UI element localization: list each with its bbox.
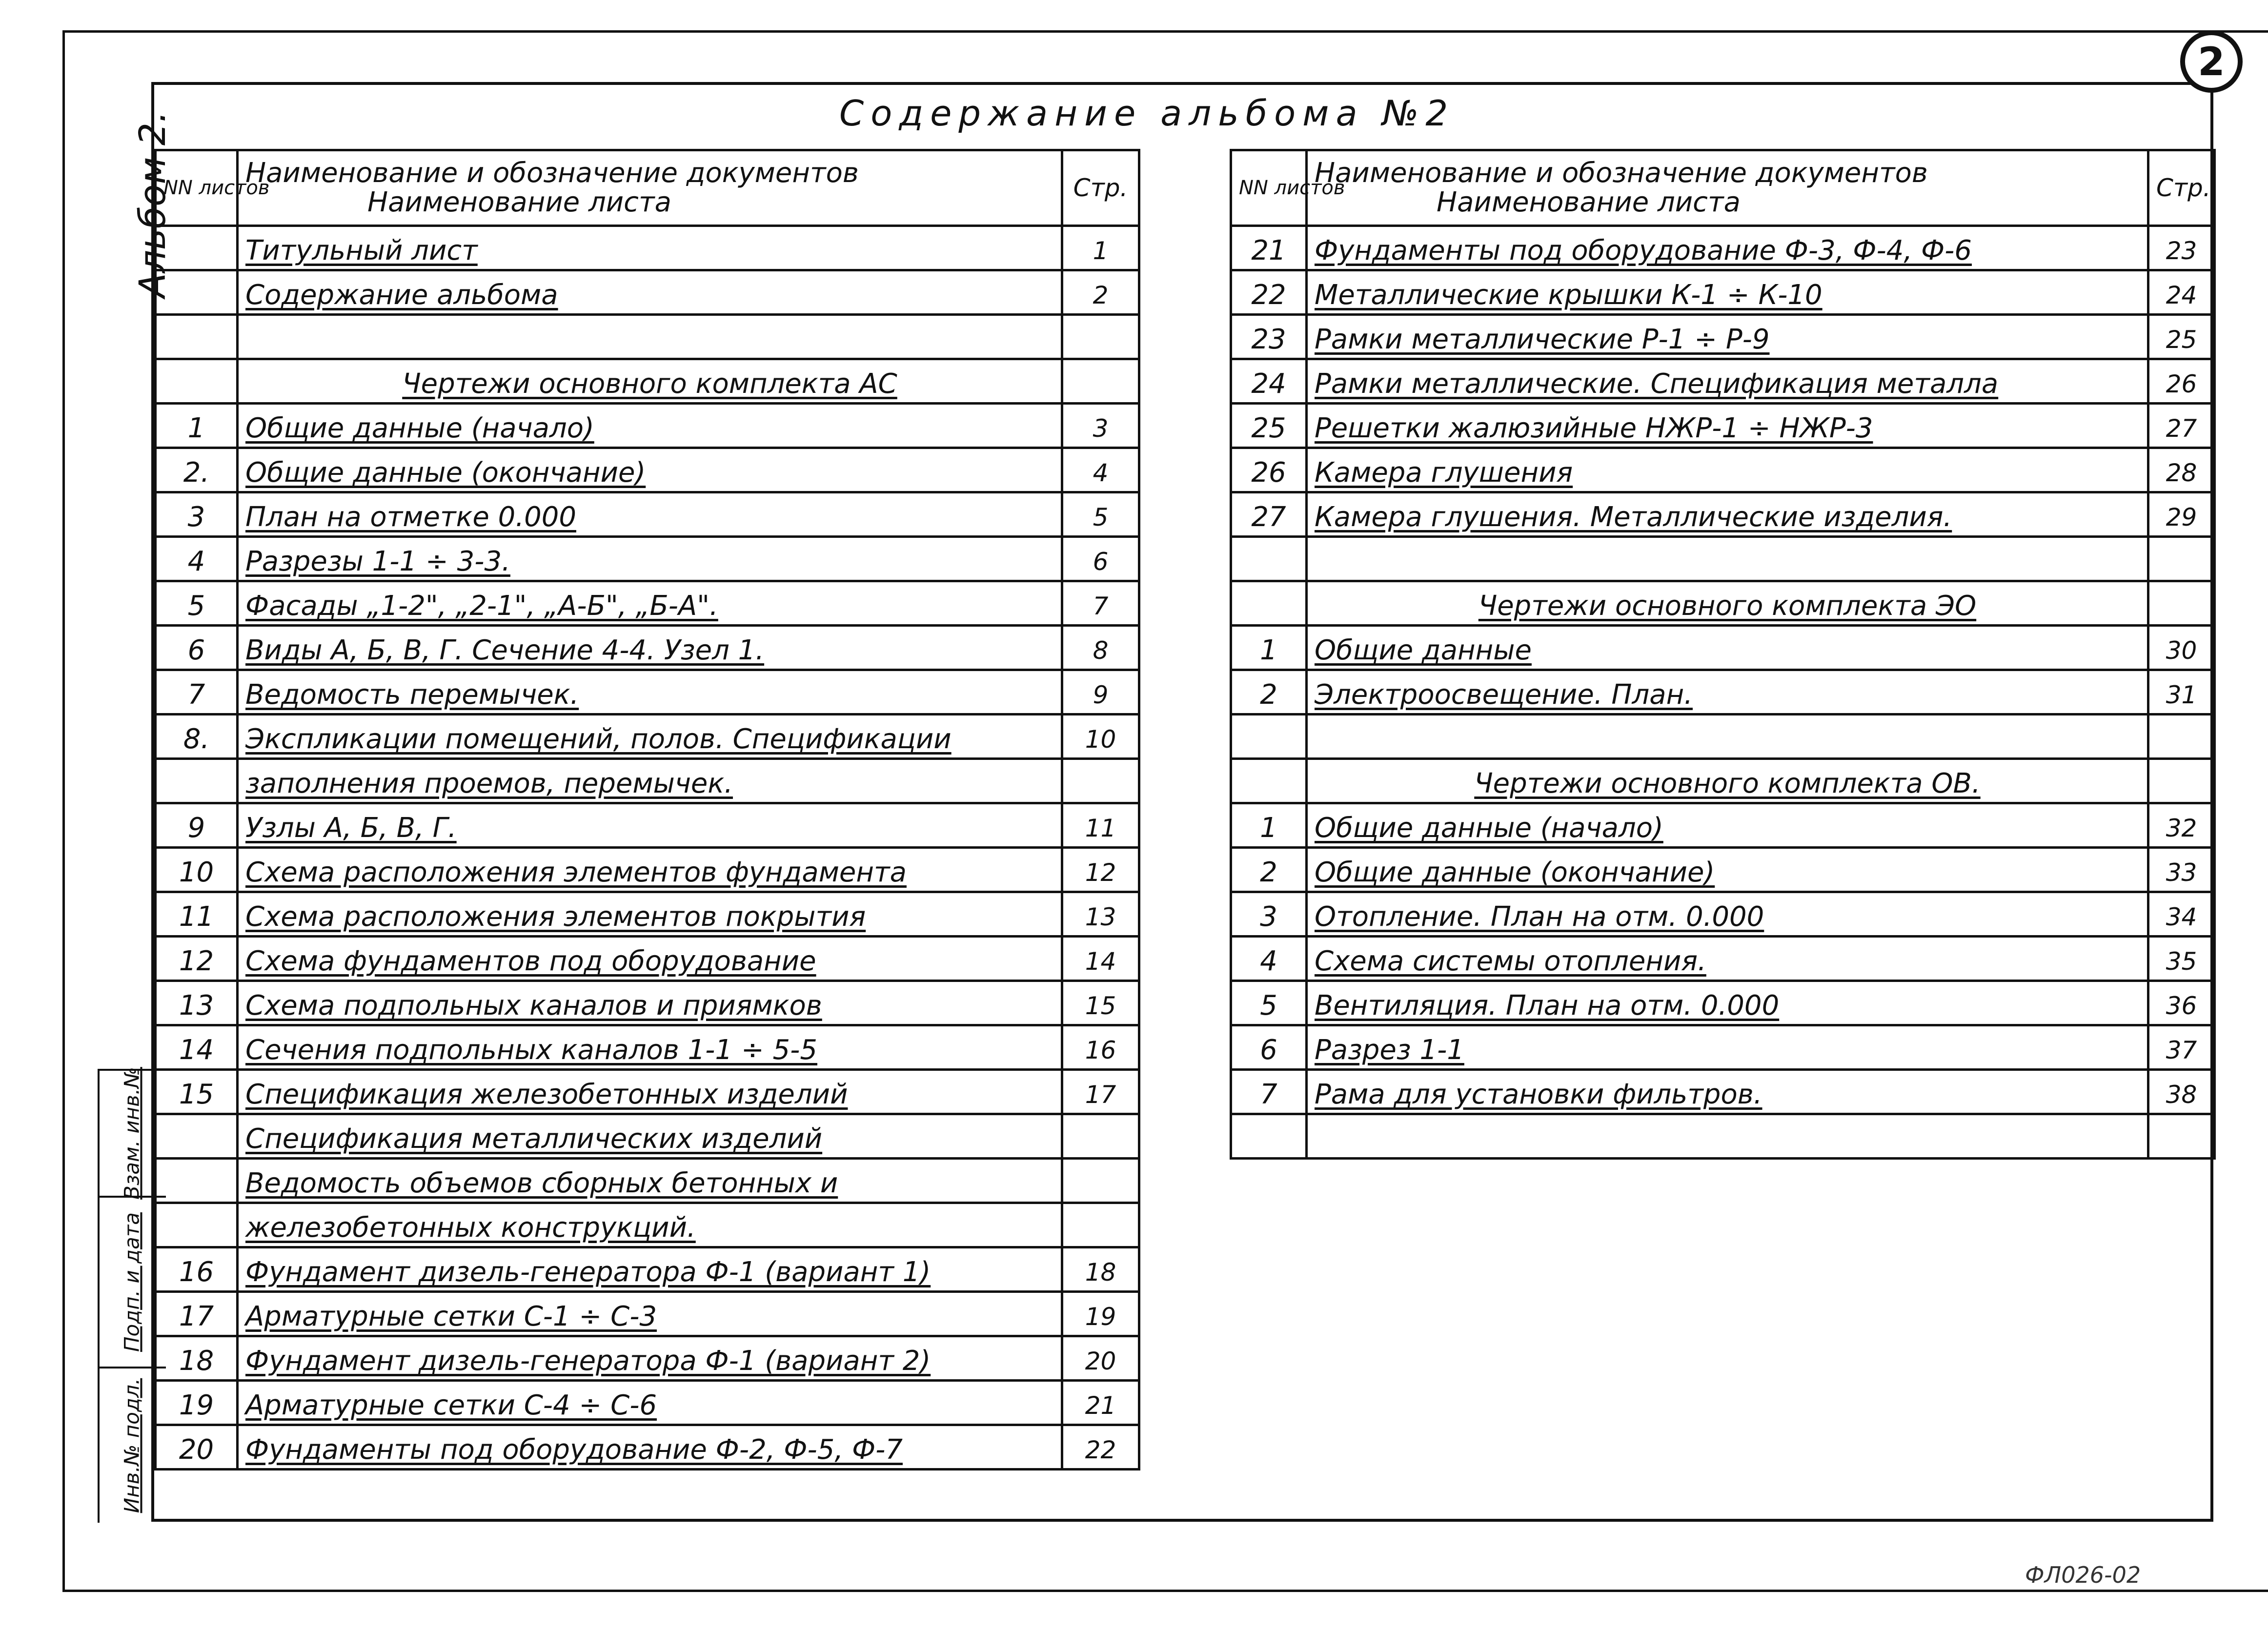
document-code: ФЛ026-02	[2025, 1562, 2141, 1588]
row-title-text: Схема расположения элементов фундамента	[245, 857, 907, 888]
table-row	[156, 715, 1139, 759]
table-row	[1231, 670, 2215, 715]
row-title-text: Виды А, Б, В, Г. Сечение 4-4. Узел 1.	[245, 634, 765, 666]
table-row	[1231, 1114, 2215, 1159]
row-title-text: Камера глушения	[1315, 457, 1573, 489]
row-title	[238, 315, 1062, 359]
header-name: Наименование и обозначение документов Наименование листа	[1307, 150, 2148, 226]
row-number: 2	[1231, 670, 1307, 715]
row-title	[1307, 937, 2148, 981]
row-title	[238, 1425, 1062, 1470]
row-title-text: Схема системы отопления.	[1315, 945, 1706, 977]
row-title-text: Камера глушения. Металлические изделия.	[1315, 501, 1952, 533]
row-title	[238, 1381, 1062, 1425]
row-title-text: Чертежи основного комплекта АС	[402, 368, 897, 400]
row-title	[238, 759, 1062, 803]
row-title-text: Рамки металлические Р-1 ÷ Р-9	[1315, 324, 1770, 355]
row-number: 16	[156, 1247, 238, 1292]
row-title	[238, 1025, 1062, 1070]
row-number: 19	[156, 1381, 238, 1425]
row-number: 6	[1231, 1025, 1307, 1070]
page-title: Содержание альбома №2	[839, 93, 1455, 134]
table-row	[1231, 537, 2215, 581]
row-title	[238, 404, 1062, 448]
toc-table-left	[154, 149, 1140, 1471]
table-row	[1231, 626, 2215, 670]
row-page: 19	[1062, 1292, 1139, 1336]
row-page: 21	[1062, 1381, 1139, 1425]
row-title	[1307, 404, 2148, 448]
row-page: 20	[1062, 1336, 1139, 1381]
header-nn: NN листов	[1231, 150, 1307, 226]
row-page	[1062, 1203, 1139, 1247]
row-title-text: Чертежи основного комплекта ОВ.	[1474, 768, 1981, 799]
row-title	[238, 1292, 1062, 1336]
row-title-text: Чертежи основного комплекта ЭО	[1478, 590, 1977, 622]
row-page	[2148, 1114, 2215, 1159]
row-page: 1	[1062, 226, 1139, 270]
table-row	[156, 226, 1139, 270]
row-page	[1062, 359, 1139, 404]
section-heading	[1307, 581, 2148, 626]
table-row	[156, 981, 1139, 1025]
row-title-text: Ведомость перемычек.	[245, 679, 579, 711]
row-title-text: Общие данные (начало)	[1315, 812, 1663, 844]
row-page	[2148, 715, 2215, 759]
row-number	[1231, 715, 1307, 759]
row-page: 36	[2148, 981, 2215, 1025]
row-number	[156, 759, 238, 803]
table-row	[156, 1070, 1139, 1114]
row-title	[1307, 848, 2148, 892]
row-page: 4	[1062, 448, 1139, 492]
row-number	[1231, 581, 1307, 626]
row-title-text: Схема подпольных каналов и приямков	[245, 990, 822, 1021]
table-row	[156, 359, 1139, 404]
row-number	[156, 359, 238, 404]
row-title-text: Электроосвещение. План.	[1315, 679, 1693, 711]
toc-left-body	[156, 150, 1139, 1470]
row-page: 37	[2148, 1025, 2215, 1070]
table-row	[1231, 803, 2215, 848]
stamp-label: Инв.№ подл.	[120, 1378, 144, 1513]
row-title	[1307, 981, 2148, 1025]
row-title	[1307, 1114, 2148, 1159]
row-number: 1	[1231, 626, 1307, 670]
table-row	[156, 626, 1139, 670]
row-number: 5	[1231, 981, 1307, 1025]
row-page: 17	[1062, 1070, 1139, 1114]
row-page	[2148, 759, 2215, 803]
row-title	[1307, 270, 2148, 315]
row-page: 9	[1062, 670, 1139, 715]
row-page: 22	[1062, 1425, 1139, 1470]
row-number: 21	[1231, 226, 1307, 270]
table-row	[1231, 981, 2215, 1025]
row-title-text: Вентиляция. План на отм. 0.000	[1315, 990, 1780, 1021]
row-title	[238, 270, 1062, 315]
row-page	[2148, 537, 2215, 581]
row-title	[238, 937, 1062, 981]
row-page: 29	[2148, 492, 2215, 537]
row-title	[238, 1336, 1062, 1381]
row-number: 3	[156, 492, 238, 537]
row-page: 28	[2148, 448, 2215, 492]
row-number: 8.	[156, 715, 238, 759]
row-title-text: План на отметке 0.000	[245, 501, 576, 533]
table-row	[1231, 359, 2215, 404]
table-row	[156, 270, 1139, 315]
stamp-label: Подп. и дата	[120, 1212, 144, 1352]
row-number: 11	[156, 892, 238, 937]
table-row	[156, 1114, 1139, 1159]
row-number: 6	[156, 626, 238, 670]
row-title	[238, 448, 1062, 492]
row-title-text: Узлы А, Б, В, Г.	[245, 812, 457, 844]
row-page: 33	[2148, 848, 2215, 892]
row-number: 10	[156, 848, 238, 892]
row-title-text: Спецификация металлических изделий	[245, 1123, 823, 1155]
row-title	[238, 581, 1062, 626]
table-row	[1231, 492, 2215, 537]
table-row	[156, 937, 1139, 981]
table-row	[156, 448, 1139, 492]
row-number: 2.	[156, 448, 238, 492]
row-title-text: Разрез 1-1	[1315, 1034, 1464, 1066]
table-header-row	[156, 150, 1139, 226]
row-title	[238, 715, 1062, 759]
row-title-text: Фундамент дизель-генератора Ф-1 (вариант 2)	[245, 1345, 931, 1377]
table-row	[156, 1381, 1139, 1425]
section-heading	[1307, 759, 2148, 803]
toc-table-right	[1230, 149, 2216, 1160]
row-title-text: заполнения проемов, перемычек.	[245, 768, 733, 799]
row-title	[238, 892, 1062, 937]
row-number	[156, 1159, 238, 1203]
row-title	[1307, 670, 2148, 715]
row-number: 1	[1231, 803, 1307, 848]
toc-right-body	[1231, 150, 2215, 1159]
row-number: 15	[156, 1070, 238, 1114]
row-title-text: Общие данные (начало)	[245, 412, 594, 444]
table-row	[156, 1025, 1139, 1070]
row-page: 13	[1062, 892, 1139, 937]
row-title-text: Фундамент дизель-генератора Ф-1 (вариант 1)	[245, 1256, 931, 1288]
row-number: 20	[156, 1425, 238, 1470]
row-page: 35	[2148, 937, 2215, 981]
table-row	[1231, 759, 2215, 803]
table-row	[156, 404, 1139, 448]
table-row	[156, 848, 1139, 892]
table-row	[156, 315, 1139, 359]
row-title	[238, 670, 1062, 715]
table-row	[156, 537, 1139, 581]
row-title-text: Общие данные	[1315, 634, 1532, 666]
row-page: 18	[1062, 1247, 1139, 1292]
row-title	[238, 1070, 1062, 1114]
row-title-text: Экспликации помещений, полов. Спецификации	[245, 723, 952, 755]
table-row	[156, 1203, 1139, 1247]
row-title-text: Арматурные сетки С-4 ÷ С-6	[245, 1389, 657, 1421]
row-title	[238, 492, 1062, 537]
row-page: 10	[1062, 715, 1139, 759]
row-number	[156, 1114, 238, 1159]
row-title-text: Фундаменты под оборудование Ф-2, Ф-5, Ф-7	[245, 1434, 903, 1466]
row-title-text: Арматурные сетки С-1 ÷ С-3	[245, 1301, 657, 1332]
row-title	[1307, 626, 2148, 670]
row-page: 26	[2148, 359, 2215, 404]
row-number	[156, 226, 238, 270]
row-number	[1231, 1114, 1307, 1159]
row-number: 26	[1231, 448, 1307, 492]
row-title	[1307, 226, 2148, 270]
row-title	[1307, 448, 2148, 492]
row-title	[238, 1247, 1062, 1292]
row-title-text: Разрезы 1-1 ÷ 3-3.	[245, 546, 510, 577]
row-page: 27	[2148, 404, 2215, 448]
row-number	[1231, 759, 1307, 803]
row-title	[238, 226, 1062, 270]
header-name: Наименование и обозначение документов Наименование листа	[238, 150, 1062, 226]
table-row	[1231, 226, 2215, 270]
row-number: 3	[1231, 892, 1307, 937]
row-page	[1062, 759, 1139, 803]
row-title	[1307, 892, 2148, 937]
row-title	[238, 626, 1062, 670]
row-title-text: железобетонных конструкций.	[245, 1212, 696, 1244]
row-page: 25	[2148, 315, 2215, 359]
row-number	[156, 1203, 238, 1247]
row-page: 3	[1062, 404, 1139, 448]
row-title-text: Решетки жалюзийные НЖР-1 ÷ НЖР-3	[1315, 412, 1873, 444]
row-number: 7	[1231, 1070, 1307, 1114]
row-title	[1307, 715, 2148, 759]
table-row	[1231, 1025, 2215, 1070]
row-number: 9	[156, 803, 238, 848]
row-number: 12	[156, 937, 238, 981]
table-row	[156, 581, 1139, 626]
sheet-number: 2	[2180, 30, 2243, 93]
row-page	[1062, 1159, 1139, 1203]
row-title-text: Фасады „1-2", „2-1", „А-Б", „Б-А".	[245, 590, 718, 622]
table-row	[1231, 937, 2215, 981]
row-number	[156, 270, 238, 315]
row-page: 31	[2148, 670, 2215, 715]
row-number: 23	[1231, 315, 1307, 359]
row-number: 22	[1231, 270, 1307, 315]
section-heading	[238, 359, 1062, 404]
row-title-text: Схема расположения элементов покрытия	[245, 901, 866, 933]
row-number: 2	[1231, 848, 1307, 892]
row-title-text: Спецификация железобетонных изделий	[245, 1079, 848, 1110]
table-row	[1231, 848, 2215, 892]
table-row	[156, 803, 1139, 848]
table-row	[156, 492, 1139, 537]
row-number: 17	[156, 1292, 238, 1336]
row-title-text: Общие данные (окончание)	[245, 457, 646, 489]
table-row	[1231, 404, 2215, 448]
row-title-text: Рамки металлические. Спецификация металла	[1315, 368, 1999, 400]
table-header-row	[1231, 150, 2215, 226]
table-row	[156, 1425, 1139, 1470]
row-number: 7	[156, 670, 238, 715]
row-title	[238, 1114, 1062, 1159]
row-page	[1062, 1114, 1139, 1159]
table-row	[1231, 448, 2215, 492]
header-page: Стр.	[2148, 150, 2215, 226]
row-number	[156, 315, 238, 359]
table-row	[1231, 581, 2215, 626]
row-number	[1231, 537, 1307, 581]
row-page: 6	[1062, 537, 1139, 581]
row-number: 27	[1231, 492, 1307, 537]
row-page	[2148, 581, 2215, 626]
row-page: 34	[2148, 892, 2215, 937]
row-title	[1307, 537, 2148, 581]
row-number: 24	[1231, 359, 1307, 404]
row-page: 14	[1062, 937, 1139, 981]
row-title-text: Фундаменты под оборудование Ф-3, Ф-4, Ф-6	[1315, 235, 1972, 266]
row-number: 4	[156, 537, 238, 581]
row-title	[238, 1203, 1062, 1247]
row-number: 4	[1231, 937, 1307, 981]
row-page: 15	[1062, 981, 1139, 1025]
row-title-text: Общие данные (окончание)	[1315, 857, 1715, 888]
row-title	[1307, 492, 2148, 537]
table-row	[1231, 715, 2215, 759]
table-row	[156, 1159, 1139, 1203]
header-nn: NN листов	[156, 150, 238, 226]
row-title	[1307, 315, 2148, 359]
row-title	[238, 1159, 1062, 1203]
row-page: 23	[2148, 226, 2215, 270]
row-page: 32	[2148, 803, 2215, 848]
table-row	[156, 892, 1139, 937]
row-title-text: Схема фундаментов под оборудование	[245, 945, 816, 977]
table-row	[1231, 892, 2215, 937]
row-title	[238, 848, 1062, 892]
row-page: 7	[1062, 581, 1139, 626]
album-label: Альбом 2.	[132, 111, 174, 298]
row-number: 25	[1231, 404, 1307, 448]
row-number: 14	[156, 1025, 238, 1070]
row-page: 5	[1062, 492, 1139, 537]
row-page: 38	[2148, 1070, 2215, 1114]
row-page: 8	[1062, 626, 1139, 670]
table-row	[156, 759, 1139, 803]
row-title-text: Рама для установки фильтров.	[1315, 1079, 1762, 1110]
row-page: 16	[1062, 1025, 1139, 1070]
table-row	[1231, 270, 2215, 315]
row-title-text: Металлические крышки К-1 ÷ К-10	[1315, 279, 1822, 311]
row-title-text: Отопление. План на отм. 0.000	[1315, 901, 1764, 933]
row-page	[1062, 315, 1139, 359]
row-number: 18	[156, 1336, 238, 1381]
row-title	[1307, 1070, 2148, 1114]
row-title	[1307, 803, 2148, 848]
row-title	[238, 981, 1062, 1025]
table-row	[156, 1292, 1139, 1336]
table-row	[1231, 315, 2215, 359]
table-row	[1231, 1070, 2215, 1114]
row-title	[238, 803, 1062, 848]
row-page: 2	[1062, 270, 1139, 315]
row-title	[1307, 1025, 2148, 1070]
table-row	[156, 1336, 1139, 1381]
row-title-text: Ведомость объемов сборных бетонных и	[245, 1167, 838, 1199]
row-title	[238, 537, 1062, 581]
row-page: 11	[1062, 803, 1139, 848]
row-page: 24	[2148, 270, 2215, 315]
header-page: Стр.	[1062, 150, 1139, 226]
row-number: 13	[156, 981, 238, 1025]
row-number: 5	[156, 581, 238, 626]
row-title-text: Содержание альбома	[245, 279, 558, 311]
row-page: 30	[2148, 626, 2215, 670]
row-page: 12	[1062, 848, 1139, 892]
row-title	[1307, 359, 2148, 404]
table-row	[156, 670, 1139, 715]
row-title-text: Сечения подпольных каналов 1-1 ÷ 5-5	[245, 1034, 818, 1066]
stamp-label: Взам. инв.№	[120, 1067, 144, 1200]
table-row	[156, 1247, 1139, 1292]
row-title-text: Титульный лист	[245, 235, 478, 266]
row-number: 1	[156, 404, 238, 448]
